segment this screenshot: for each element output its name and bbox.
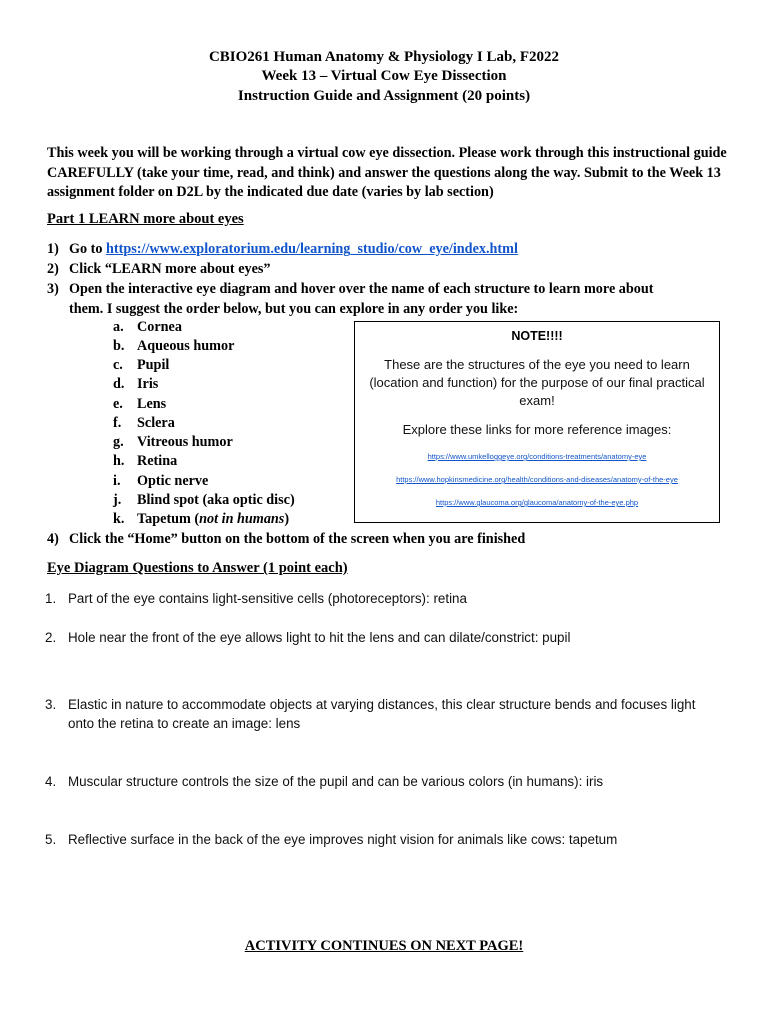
structure-item: a. Cornea <box>113 319 182 335</box>
question-item: 2. Hole near the front of the eye allows light to hit the lens and can dilate/constrict: pupil <box>45 630 571 645</box>
header-course-title: CBIO261 Human Anatomy & Physiology I Lab, F2022 <box>208 49 560 65</box>
step-2-number: 2) <box>47 261 59 277</box>
question-item: 5. Reflective surface in the back of the eye improves night vision for animals like cows: tapetum <box>45 832 618 847</box>
structure-item: c. Pupil <box>113 357 170 373</box>
header-assignment-title: Instruction Guide and Assignment (20 points) <box>237 88 531 104</box>
step-1 <box>47 240 727 260</box>
note-explore-text: Explore these links for more reference images: <box>402 422 672 437</box>
part1-title: Part 1 LEARN more about eyes <box>47 211 244 227</box>
question-item: 4. Muscular structure controls the size of the pupil and can be various colors (in humans): iris <box>45 774 604 789</box>
footer-continue-notice: ACTIVITY CONTINUES ON NEXT PAGE! <box>244 938 524 954</box>
step-3 <box>47 280 727 319</box>
step-3-text-line1: Open the interactive eye diagram and hover over the name of each structure to learn more about <box>69 281 654 297</box>
reference-link-umkelloggeye[interactable]: https://www.umkelloggeye.org/conditions-treatments/anatomy-eye <box>427 452 647 461</box>
step-4-number: 4) <box>47 531 59 547</box>
structure-item: i. Optic nerve <box>113 473 209 489</box>
structure-item: g. Vitreous humor <box>113 434 233 450</box>
structure-item: k. Tapetum (not in humans) <box>113 511 290 527</box>
reference-link-glaucoma[interactable]: https://www.glaucoma.org/glaucoma/anatomy-of-the-eye.php <box>435 498 639 507</box>
step-2-text: Click “LEARN more about eyes” <box>69 261 271 277</box>
step-2 <box>47 260 727 280</box>
step-1-number: 1) <box>47 241 59 257</box>
note-body: These are the structures of the eye you need to learn (location and function) for the purpose of our final practical exam! <box>369 357 705 408</box>
step-4 <box>47 530 727 550</box>
intro-paragraph: This week you will be working through a virtual cow eye dissection. Please work through this instructional guide CAREFULLY (take your time, read, and think) and answer the questions along the way. Submit to the Week 13 assignment folder on D2L by the indicated due date (varies by lab section) <box>47 145 727 200</box>
question-item: 3. Elastic in nature to accommodate objects at varying distances, this clear structure bends and focuses light onto the retina to create an image: lens <box>45 697 696 731</box>
step-1-text: Go to <box>69 241 107 257</box>
reference-link-hopkins[interactable]: https://www.hopkinsmedicine.org/health/conditions-and-diseases/anatomy-of-the-eye <box>396 475 678 484</box>
step-3-text-line2: them. I suggest the order below, but you can explore in any order you like: <box>69 300 519 317</box>
structure-item: b. Aqueous humor <box>113 338 235 354</box>
step-3-number: 3) <box>47 281 59 297</box>
note-box <box>354 321 720 523</box>
header-week-title: Week 13 – Virtual Cow Eye Dissection <box>261 68 507 84</box>
structure-item: f. Sclera <box>113 415 175 431</box>
step-4-text: Click the “Home” button on the bottom of the screen when you are finished <box>69 531 526 547</box>
structure-item: d. Iris <box>113 376 159 392</box>
question-item: 1. Part of the eye contains light-sensitive cells (photoreceptors): retina <box>45 591 467 606</box>
questions-title: Eye Diagram Questions to Answer (1 point each) <box>47 560 348 576</box>
note-title: NOTE!!!! <box>511 329 563 343</box>
exploratorium-link[interactable]: https://www.exploratorium.edu/learning_studio/cow_eye/index.html <box>106 241 518 257</box>
structure-item: h. Retina <box>113 453 178 469</box>
structure-item: j. Blind spot (aka optic disc) <box>113 492 295 508</box>
structure-item: e. Lens <box>113 396 167 412</box>
